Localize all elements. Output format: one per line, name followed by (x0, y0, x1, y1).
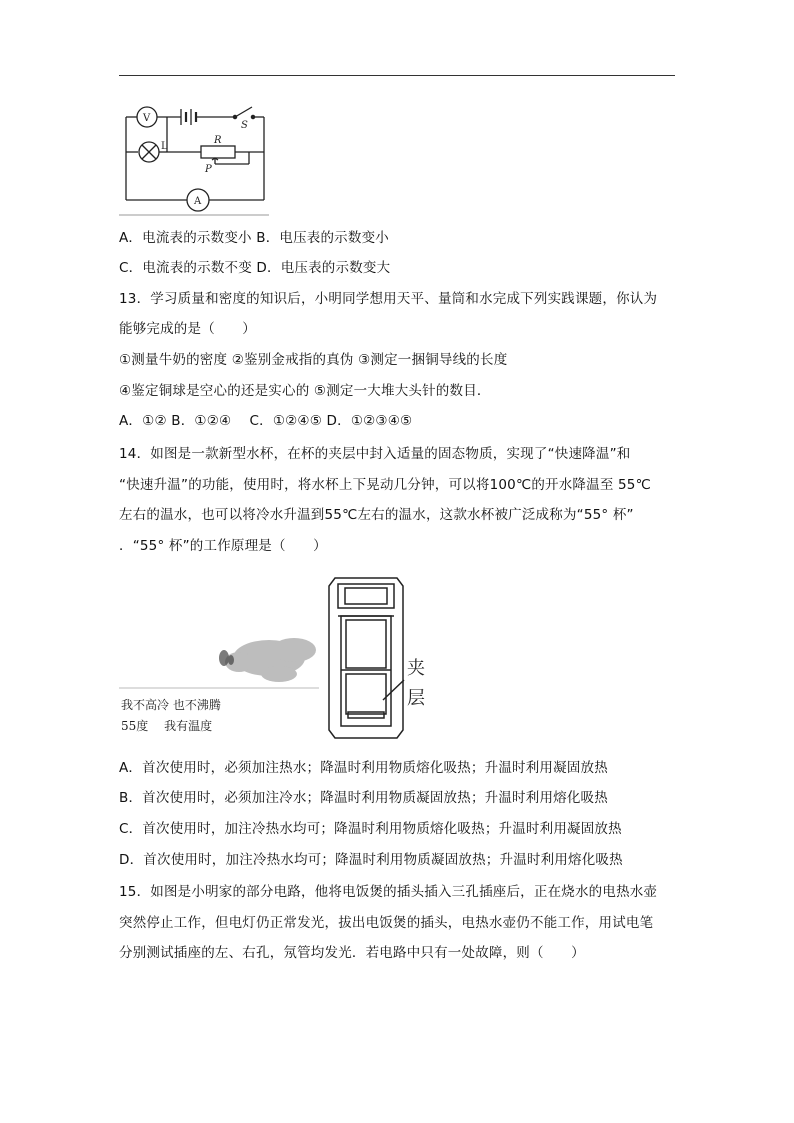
switch-label: S (241, 120, 248, 131)
q15-stem-line2: 突然停止工作，但电灯仍正常发光，拔出电饭煲的插头，电热水壶仍不能工作，用试电笔 (119, 915, 654, 931)
q13-stem-line2: 能够完成的是（ ） (119, 321, 256, 337)
q12-options-line1: A．电流表的示数变小 B．电压表的示数变小 (119, 230, 389, 246)
header-rule (119, 75, 675, 76)
cup-caption-line2: 55度 我有温度 (121, 719, 213, 733)
q14-option-c: C．首次使用时，加注冷热水均可；降温时利用物质熔化吸热；升温时利用凝固放热 (119, 821, 622, 837)
q14-option-a: A．首次使用时，必须加注热水；降温时利用物质熔化吸热；升温时利用凝固放热 (119, 760, 608, 776)
q13-items-line2: ④鉴定铜球是空心的还是实心的 ⑤测定一大堆大头针的数目． (119, 383, 491, 399)
voltmeter-label: V (143, 113, 151, 124)
q14-stem-line2: “快速升温”的功能，使用时，将水杯上下晃动几分钟，可以将100℃的开水降温至 55℃ (119, 477, 651, 493)
ammeter-label: A (194, 196, 202, 207)
cup-illustration (119, 570, 459, 750)
cup-caption-line1: 我不高冷 也不沸腾 (121, 698, 221, 712)
q13-stem-line1: 13．学习质量和密度的知识后，小明同学想用天平、量筒和水完成下列实践课题，你认为 (119, 291, 658, 307)
cup-label-2: 层 (407, 688, 425, 709)
q15-stem-line3: 分别测试插座的左、右孔，氖管均发光．若电路中只有一处故障，则（ ） (119, 945, 585, 961)
lamp-label: L (161, 141, 168, 152)
cup-label-1: 夹 (407, 658, 425, 679)
cup-drawing (329, 578, 404, 738)
q14-stem-line3: 左右的温水，也可以将冷水升温到55℃左右的温水，这款水杯被广泛成称为“55° 杯” (119, 507, 634, 523)
q13-items-line1: ①测量牛奶的密度 ②鉴别金戒指的真伪 ③测定一捆铜导线的长度 (119, 352, 508, 368)
steam-photo (225, 638, 316, 682)
q14-option-d: D．首次使用时，加注冷热水均可；降温时利用物质凝固放热；升温时利用熔化吸热 (119, 852, 623, 868)
q14-stem-line1: 14．如图是一款新型水杯，在杯的夹层中封入适量的固态物质，实现了“快速降温”和 (119, 446, 631, 462)
resistor-label: R (214, 135, 222, 146)
q14-stem-line4: ．“55° 杯”的工作原理是（ ） (119, 538, 327, 554)
slider-label: P (205, 164, 212, 175)
q14-option-b: B．首次使用时，必须加注冷水；降温时利用物质凝固放热；升温时利用熔化吸热 (119, 790, 608, 806)
circuit-diagram (119, 100, 271, 218)
q13-options: A．①② B．①②④ C．①②④⑤ D．①②③④⑤ (119, 413, 413, 429)
q12-options-line2: C．电流表的示数不变 D．电压表的示数变大 (119, 260, 391, 276)
q15-stem-line1: 15．如图是小明家的部分电路，他将电饭煲的插头插入三孔插座后，正在烧水的电热水壶 (119, 884, 658, 900)
